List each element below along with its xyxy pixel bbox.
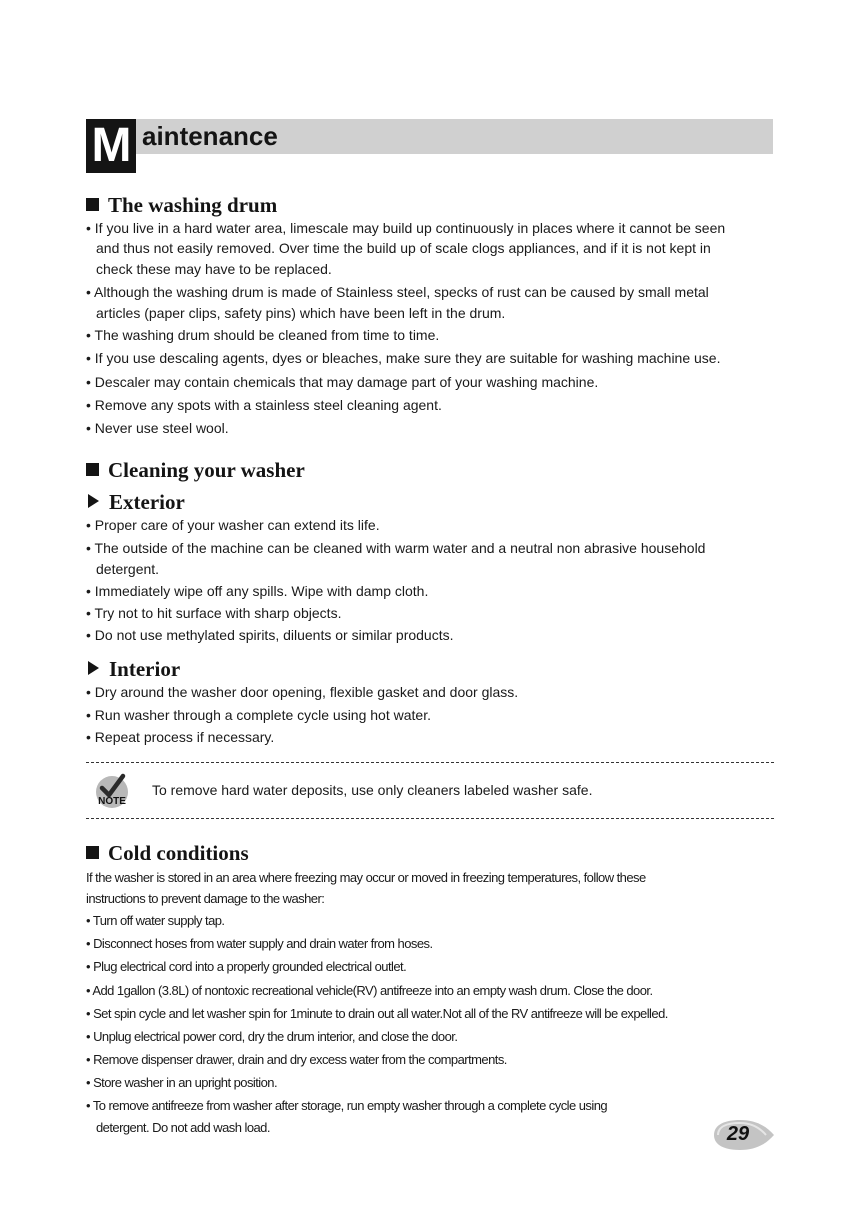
note-divider-top (86, 762, 774, 763)
triangle-bullet-icon (88, 661, 99, 675)
note-check-icon (94, 771, 130, 809)
subheading-exterior: Exterior (88, 490, 185, 514)
section-heading-washing-drum: The washing drum (86, 193, 277, 217)
drum-line: • If you use descaling agents, dyes or bleaches, make sure they are suitable for washing machine use. (86, 350, 721, 366)
drum-line: • The washing drum should be cleaned from time to time. (86, 327, 440, 343)
cold-line: • To remove antifreeze from washer after storage, run empty washer through a complete cycle using (86, 1098, 608, 1113)
title-initial: M (86, 119, 136, 173)
drum-line: • Descaler may contain chemicals that may damage part of your washing machine. (86, 374, 599, 390)
page-number: 29 (726, 1123, 750, 1145)
triangle-bullet-icon (88, 494, 99, 508)
cold-line: instructions to prevent damage to the washer: (86, 891, 325, 906)
square-bullet-icon (86, 463, 99, 476)
exterior-line: • Do not use methylated spirits, diluents or similar products. (86, 627, 454, 643)
cold-line: • Disconnect hoses from water supply and drain water from hoses. (86, 936, 433, 951)
drum-line: • Never use steel wool. (86, 420, 229, 436)
cold-line: • Remove dispenser drawer, drain and dry excess water from the compartments. (86, 1052, 507, 1067)
interior-line: • Run washer through a complete cycle using hot water. (86, 707, 431, 723)
note-text: To remove hard water deposits, use only cleaners labeled washer safe. (152, 782, 593, 798)
cold-line: • Plug electrical cord into a properly grounded electrical outlet. (86, 959, 407, 974)
drum-line: • Remove any spots with a stainless steel cleaning agent. (86, 397, 442, 413)
interior-line: • Dry around the washer door opening, flexible gasket and door glass. (86, 684, 519, 700)
page-title-banner (86, 119, 773, 173)
exterior-line: • Proper care of your washer can extend its life. (86, 517, 380, 533)
cold-line: • Turn off water supply tap. (86, 913, 225, 928)
section-heading-cleaning: Cleaning your washer (86, 458, 305, 482)
drum-line: and thus not easily removed. Over time the build up of scale clogs appliances, and if it is not kept in (96, 240, 711, 256)
cold-line: • Set spin cycle and let washer spin for 1minute to drain out all water.Not all of the RV antifreeze will be expelled. (86, 1006, 668, 1021)
drum-line: articles (paper clips, safety pins) which have been left in the drum. (96, 305, 506, 321)
note-divider-bottom (86, 818, 774, 819)
cold-line: detergent. Do not add wash load. (96, 1120, 270, 1135)
interior-line: • Repeat process if necessary. (86, 729, 275, 745)
square-bullet-icon (86, 846, 99, 859)
square-bullet-icon (86, 198, 99, 211)
cold-line: If the washer is stored in an area where freezing may occur or moved in freezing temperatures, follow these (86, 870, 646, 885)
drum-line: check these may have to be replaced. (96, 261, 332, 277)
section-heading-cold-conditions: Cold conditions (86, 841, 249, 865)
cold-line: • Add 1gallon (3.8L) of nontoxic recreational vehicle(RV) antifreeze into an empty wash drum. Close the door. (86, 983, 653, 998)
exterior-line: • The outside of the machine can be cleaned with warm water and a neutral non abrasive household (86, 540, 706, 556)
subheading-interior: Interior (88, 657, 180, 681)
drum-line: • Although the washing drum is made of Stainless steel, specks of rust can be caused by small metal (86, 284, 709, 300)
cold-line: • Store washer in an upright position. (86, 1075, 278, 1090)
exterior-line: • Try not to hit surface with sharp objects. (86, 605, 342, 621)
note-icon-label: NOTE (98, 796, 126, 807)
exterior-line: • Immediately wipe off any spills. Wipe with damp cloth. (86, 583, 429, 599)
exterior-line: detergent. (96, 561, 160, 577)
cold-line: • Unplug electrical power cord, dry the drum interior, and close the door. (86, 1029, 458, 1044)
drum-line: • If you live in a hard water area, limescale may build up continuously in places where it cannot be seen (86, 220, 726, 236)
page-title: aintenance (142, 121, 278, 151)
